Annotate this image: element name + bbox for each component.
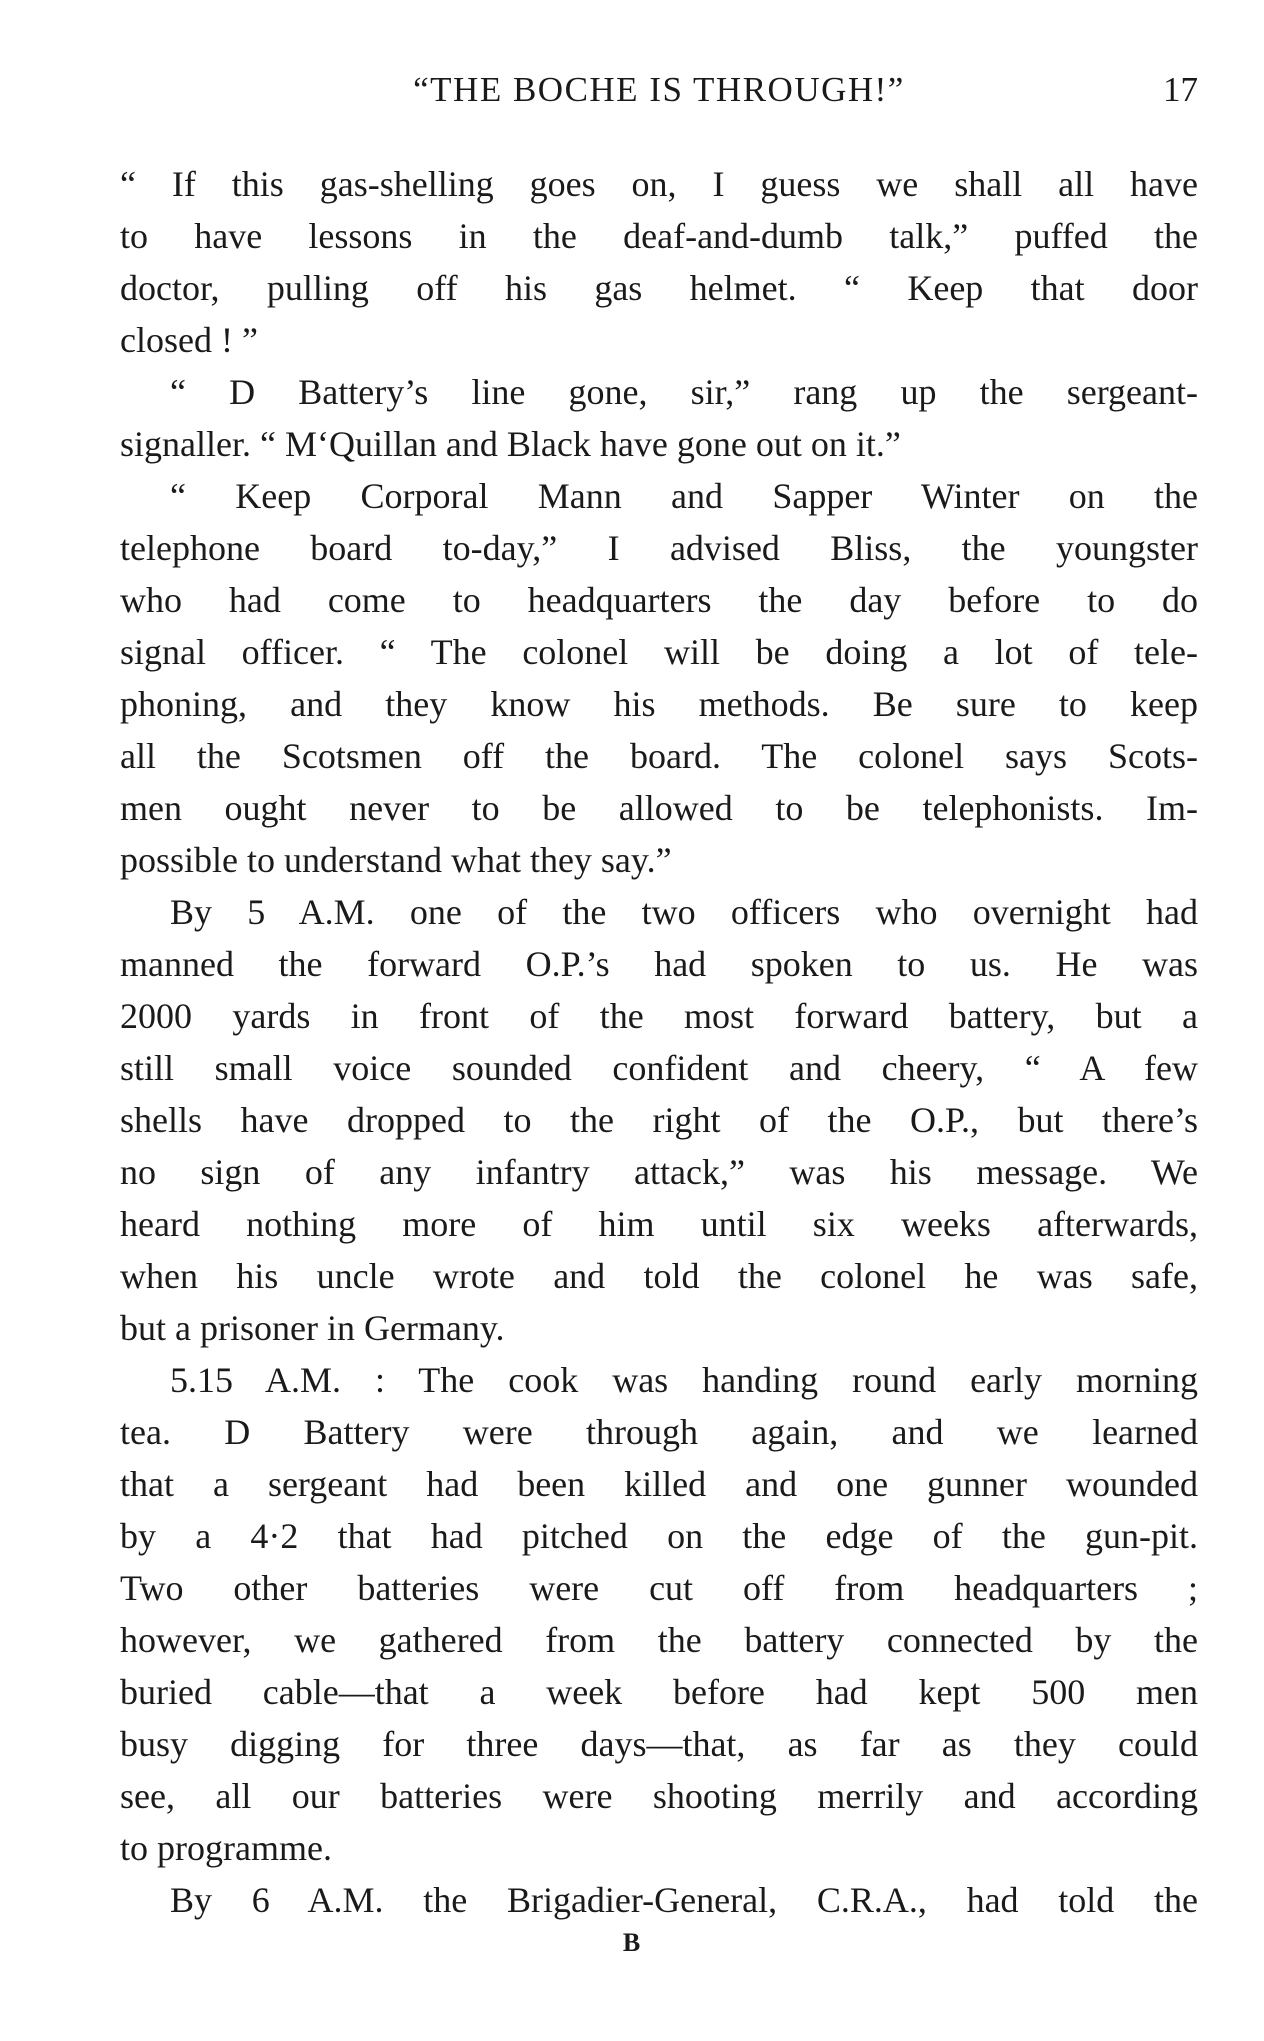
text-line: when his uncle wrote and told the colonel he was safe, bbox=[120, 1256, 1198, 1296]
text-line: By 6 A.M. the Brigadier-General, C.R.A., had told the bbox=[170, 1880, 1198, 1920]
text-line: men ought never to be allowed to be telephonists. Im- bbox=[120, 788, 1198, 828]
text-line: Two other batteries were cut off from headquarters ; bbox=[120, 1568, 1198, 1608]
text-line: 5.15 A.M. : The cook was handing round early morning bbox=[170, 1360, 1198, 1400]
text-line: by a 4·2 that had pitched on the edge of the gun-pit. bbox=[120, 1516, 1198, 1556]
text-line: shells have dropped to the right of the O.P., but there’s bbox=[120, 1100, 1198, 1140]
text-line: 2000 yards in front of the most forward battery, but a bbox=[120, 996, 1198, 1036]
text-line: to have lessons in the deaf-and-dumb talk,” puffed the bbox=[120, 216, 1198, 256]
text-line: still small voice sounded confident and cheery, “ A few bbox=[120, 1048, 1198, 1088]
text-line: that a sergeant had been killed and one gunner wounded bbox=[120, 1464, 1198, 1504]
text-line: to programme. bbox=[120, 1828, 332, 1868]
page-number: 17 bbox=[1163, 70, 1198, 109]
text-line: no sign of any infantry attack,” was his message. We bbox=[120, 1152, 1198, 1192]
running-head bbox=[120, 66, 1198, 114]
body-text bbox=[120, 158, 1198, 1926]
text-line: doctor, pulling off his gas helmet. “ Keep that door bbox=[120, 268, 1198, 308]
text-line: telephone board to-day,” I advised Bliss, the youngster bbox=[120, 528, 1198, 568]
text-line: possible to understand what they say.” bbox=[120, 840, 672, 880]
text-line: “ D Battery’s line gone, sir,” rang up the sergeant- bbox=[170, 372, 1198, 412]
text-line: manned the forward O.P.’s had spoken to us. He was bbox=[120, 944, 1198, 984]
text-line: closed ! ” bbox=[120, 320, 258, 360]
text-line: all the Scotsmen off the board. The colonel says Scots- bbox=[120, 736, 1198, 776]
text-line: tea. D Battery were through again, and we learned bbox=[120, 1412, 1198, 1452]
text-line: however, we gathered from the battery connected by the bbox=[120, 1620, 1198, 1660]
text-line: busy digging for three days—that, as far as they could bbox=[120, 1724, 1198, 1764]
text-line: “ If this gas-shelling goes on, I guess we shall all have bbox=[120, 164, 1198, 204]
text-line: who had come to headquarters the day before to do bbox=[120, 580, 1198, 620]
text-line: signal officer. “ The colonel will be doing a lot of tele- bbox=[120, 632, 1198, 672]
text-line: buried cable—that a week before had kept 500 men bbox=[120, 1672, 1198, 1712]
text-line: phoning, and they know his methods. Be sure to keep bbox=[120, 684, 1198, 724]
text-line: By 5 A.M. one of the two officers who overnight had bbox=[170, 892, 1198, 932]
running-title: “THE BOCHE IS THROUGH!” bbox=[413, 70, 905, 109]
signature-mark: B bbox=[622, 1928, 642, 1957]
text-line: see, all our batteries were shooting merrily and according bbox=[120, 1776, 1198, 1816]
text-line: heard nothing more of him until six weeks afterwards, bbox=[120, 1204, 1198, 1244]
text-line: “ Keep Corporal Mann and Sapper Winter on the bbox=[170, 476, 1198, 516]
text-line: signaller. “ M‘Quillan and Black have gone out on it.” bbox=[120, 424, 901, 464]
text-line: but a prisoner in Germany. bbox=[120, 1308, 505, 1348]
